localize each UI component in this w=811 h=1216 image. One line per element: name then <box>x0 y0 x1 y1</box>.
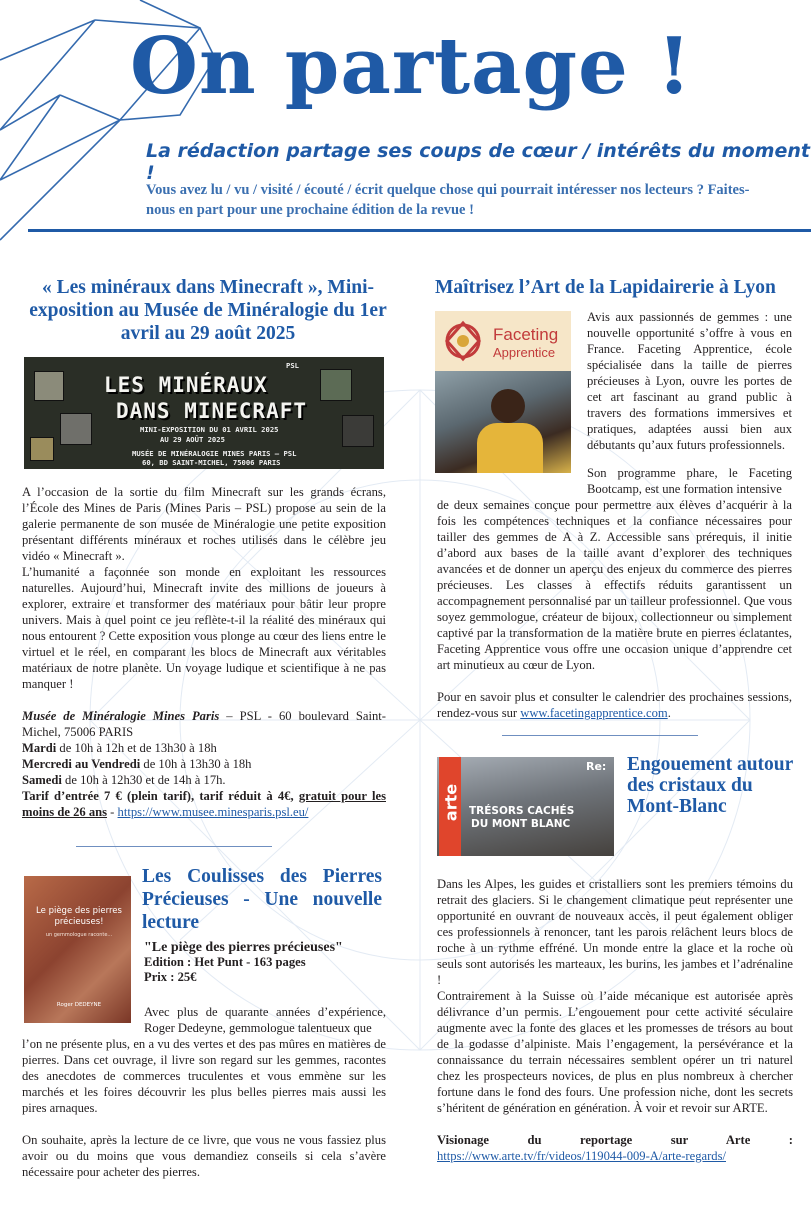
minecraft-body <box>22 484 386 820</box>
minecraft-para-1: A l’occasion de la sortie du film Minecraft sur les grands écrans, l’École des Mines de Paris (Mines Paris – PSL) propose au sein de la galerie permanente de son musée de Minéralogie une petite exposition présentant différents minéraux et roches utilisés dans le célèbre jeu vidéo « Minecraft ». <box>22 485 386 563</box>
book-price: Prix : 25€ <box>144 970 197 984</box>
lapidary-para-2-top-box <box>587 465 792 497</box>
musee-link[interactable]: https://www.musee.minesparis.psl.eu/ <box>117 805 309 819</box>
lapidary-para-3-end: . <box>667 706 671 720</box>
hours-day: Samedi <box>22 773 62 787</box>
book-heading <box>142 865 382 934</box>
book-cover-image <box>24 876 131 1023</box>
page-subtitle: La rédaction partage ses coups de cœur / intérêts du moment ! <box>146 140 810 184</box>
montblanc-visionage <box>437 1132 793 1164</box>
arte-image-title-2: DU MONT BLANC <box>471 818 571 830</box>
book-cover-title: Le piège des pierres précieuses! <box>36 906 122 927</box>
mc-image-line-3: MUSÉE DE MINÉRALOGIE MINES PARIS – PSL <box>132 449 297 458</box>
stone-block-decoration <box>60 413 92 445</box>
hours-time: de 10h à 13h30 à 18h <box>140 757 252 771</box>
book-title: Les Coulisses des Pierres Précieuses - Une nouvelle lecture <box>142 866 382 933</box>
coal-block-decoration <box>342 415 374 447</box>
lapidary-para-1: Avis aux passionnés de gemmes : une nouvelle opportunité s’offre à vous en France. Faceting Apprentice, école spécialisée dans la taille de pierres précieuses à Lyon, ouvre les portes de cet art fascinant au grand public à travers des formations immersives et pratiques, adaptées aussi bien aux débutants qu’aux futurs professionnels. <box>587 310 792 452</box>
arte-documentary-image <box>437 757 614 856</box>
tarif-separator: - <box>107 805 118 819</box>
minecraft-expo-image <box>24 357 384 469</box>
montblanc-body <box>437 876 793 1164</box>
minecraft-article-heading <box>22 276 394 345</box>
page-title: On partage ! <box>130 21 693 112</box>
lapidary-body <box>437 497 792 721</box>
student-shirt <box>477 423 543 473</box>
venue-name: Musée de Minéralogie Mines Paris <box>22 709 220 723</box>
tarif-free: gratuit pour les moins de 26 ans <box>22 789 386 819</box>
left-column-divider <box>76 846 272 847</box>
book-cover-author: Roger DEDEYNE <box>56 1002 102 1008</box>
arte-image-title-1: TRÉSORS CACHÉS <box>469 805 575 817</box>
montblanc-heading <box>627 754 797 817</box>
mc-image-title-2: DANS MINECRAFT <box>116 399 308 423</box>
invite-text: Vous avez lu / vu / visité / écouté / écrit quelque chose qui pourrait intéresser nos lecteurs ? Faites-nous en part pour une prochaine édition de la revue ! <box>146 182 750 218</box>
book-cover-texture <box>24 876 131 1023</box>
lapidary-heading <box>435 276 795 299</box>
faceting-link[interactable]: www.facetingapprentice.com <box>520 706 668 720</box>
montblanc-para-1: Dans les Alpes, les guides et cristalliers sont les premiers témoins du retrait des glaciers. Si le changement climatique peut représenter une opportunité en ouvrant de nouveaux accès, il peut également obliger ces professionnels à renoncer, tant les parois relâchent leurs blocs de roche à un rythme effréné. Un monde entre la glace et la roche où seuls sont autorisés les marteaux, les burins, les jambes et l’adrénaline ! <box>437 877 793 987</box>
lapidary-para-3 <box>437 689 792 721</box>
gold-block-decoration <box>30 437 54 461</box>
lapidary-title: Maîtrisez l’Art de la Lapidairerie à Lyon <box>435 277 776 298</box>
book-para-2: On souhaite, après la lecture de ce livre, que vous ne vous fassiez plus avoir ou du moins que vous demandiez conseils si cela s’avère nécessaire pour acheter des pierres. <box>22 1133 386 1179</box>
montblanc-para-2: Contrairement à la Suisse où l’aide mécanique est autorisée après délivrance d’un permis. L’engouement pour cette activité séculaire augmente avec la fonte des glaces et les promesses de trésors au bout de la godasse d’alpiniste. Mais l’engagement, la persévérance et la connaissance du terrain nécessaires semblent opérer un tri naturel chez les prospecteurs novices, de plus en plus nombreux à chercher fortune dans le fond des fours. Une profession niche, dont les secrets s’héritent de génération en génération. À voir et revoir sur ARTE. <box>437 989 793 1115</box>
lapidary-para-2-top: Son programme phare, le Faceting Bootcamp, est une formation intensive <box>587 466 792 496</box>
faceting-logo-line-2: Apprentice <box>493 345 556 360</box>
mc-image-line-4: 60, BD SAINT-MICHEL, 75006 PARIS <box>142 458 281 467</box>
hours-time: de 10h à 12h30 et de 14h à 17h. <box>61 773 226 787</box>
montblanc-title: Engouement autour des cristaux du Mont-Blanc <box>627 754 793 817</box>
lapidary-para-1-box <box>587 309 792 453</box>
tarif-text: Tarif d’entrée 7 € (plein tarif), tarif réduit à 4€, <box>22 789 299 803</box>
hours-time: de 10h à 12h et de 13h30 à 18h <box>56 741 217 755</box>
faceting-logo-line-1: Faceting <box>493 325 559 344</box>
student-figure <box>491 389 525 423</box>
venue-address: – PSL - 60 boulevard Saint-Michel, 75006 PARIS <box>22 709 386 739</box>
minecraft-venue <box>22 708 386 740</box>
hours-wed-fri <box>22 756 386 772</box>
hours-saturday <box>22 772 386 788</box>
hours-day: Mardi <box>22 741 57 755</box>
hours-day: Mercredi au Vendredi <box>22 757 141 771</box>
book-para-1: l’on ne présente plus, en a vu des vertes et des pas mûres en matières de pierres. Dans cet ouvrage, il livre son regard sur les gemmes, racontes des anecdotes de commerces truculentes et vous emmène sur les marchés et les foires découvrir les plus belles pierres mais aussi les pires arnaques. <box>22 1037 386 1115</box>
mc-image-line-1: MINI-EXPOSITION DU 01 AVRIL 2025 <box>140 425 279 434</box>
minecraft-para-2: L’humanité a façonnée son monde en exploitant les ressources naturelles. Aujourd’hui, Minecraft invite des millions de joueurs à explorer, extraire et transformer des matériaux pour bâtir leur propre univers. Mais à quel point ce jeu reflète-t-il la réalité des minéraux qui nous entourent ? Cette exposition vous plonge au cœur des liens entre le virtuel et le réel, en comparant les blocs de Minecraft aux véritables matériaux de notre planète. Un voyage ludique et scientifique à ne pas manquer ! <box>22 565 386 691</box>
dirt-block-decoration <box>34 371 64 401</box>
visionage-label: Visionage du reportage sur Arte : <box>437 1133 793 1147</box>
mc-image-line-2: AU 29 AOÛT 2025 <box>160 435 225 444</box>
arte-logo: arte <box>441 783 461 822</box>
minecraft-title: « Les minéraux dans Minecraft », Mini-exposition au Musée de Minéralogie du 1er avril au 29 août 2025 <box>29 277 387 344</box>
hours-tuesday <box>22 740 386 756</box>
book-para-1-part: Avec plus de quarante années d’expérience, Roger Dedeyne, gemmologue talentueux que <box>144 1005 386 1035</box>
right-column-divider <box>502 735 698 736</box>
book-quote-title: "Le piège des pierres précieuses" <box>144 940 343 955</box>
book-para-1-top <box>144 1004 386 1036</box>
book-edition: Edition : Het Punt - 163 pages <box>144 955 306 969</box>
book-body <box>22 1036 386 1180</box>
mc-image-title-1: LES MINÉRAUX <box>104 373 268 397</box>
mc-logo: PSL <box>286 361 299 370</box>
book-cover-subtitle: un gemmologue raconte... <box>45 932 113 938</box>
book-details <box>144 940 384 985</box>
lapidary-para-2: de deux semaines conçue pour permettre aux élèves d’acquérir à la fois les compétences techniques et la confiance nécessaires pour tailler des gemmes de A à Z. Accessible sans prérequis, il initie d’abord aux bases de la taille avant d’explorer des techniques avancées et de donner un aperçu des enjeux du commerce des pierres précieuses. Les classes à effectifs réduits garantissent un accompagnement personnalisé par un tailleur professionnel. Que vous soyez gemmologue, créateur de bijoux, collectionneur ou simplement captivé par la transformation de la matière brute en pierres éclatantes, Faceting Apprentice vous offre une occasion unique d’apprendre cet art minutieux au cœur de Lyon. <box>437 498 792 672</box>
header-divider <box>28 229 811 232</box>
faceting-apprentice-image <box>435 311 571 473</box>
arte-re-logo: Re: <box>586 760 607 773</box>
tarif-line <box>22 788 386 820</box>
ore-block-decoration <box>320 369 352 401</box>
faceting-logo-icon <box>441 319 485 363</box>
lapidary-para-3-text: Pour en savoir plus et consulter le calendrier des prochaines sessions, rendez-vous sur <box>437 690 792 720</box>
arte-link[interactable]: https://www.arte.tv/fr/videos/119044-009-A/arte-regards/ <box>437 1149 726 1163</box>
